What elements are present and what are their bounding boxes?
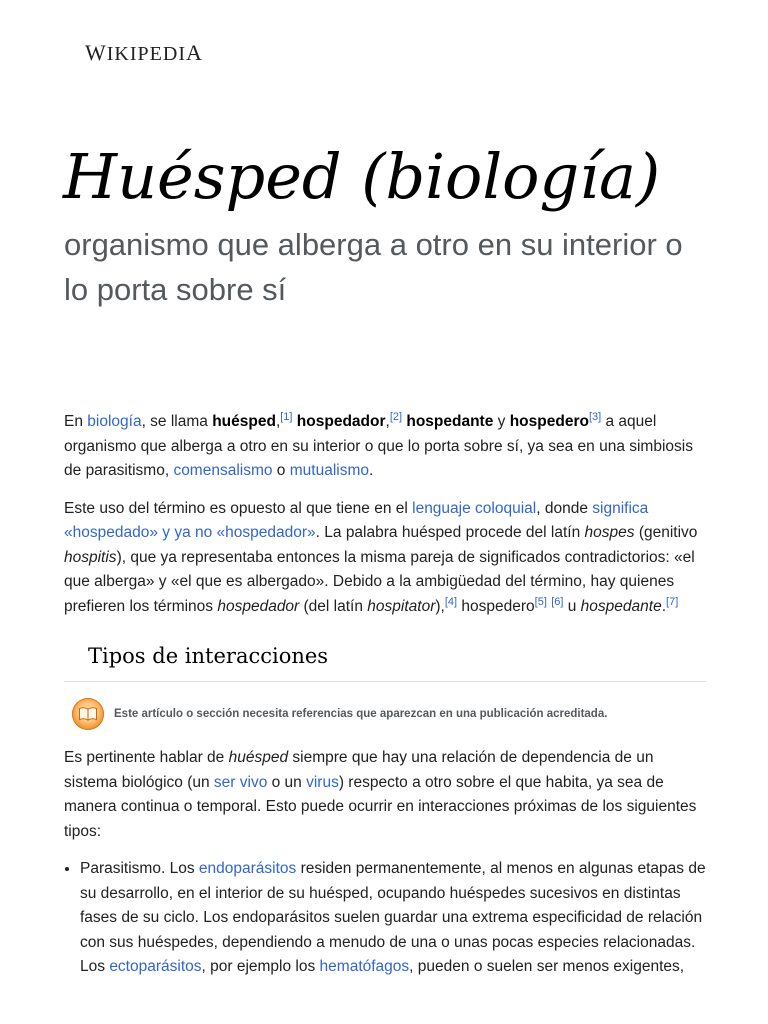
latin-hospitis: hospitis [64, 548, 117, 566]
section-heading-tipos[interactable]: Tipos de interacciones [64, 641, 706, 682]
text: . La palabra huésped procede del latín [315, 524, 585, 541]
text: o un [267, 773, 307, 791]
text: o [272, 462, 290, 479]
text: , [275, 413, 281, 430]
latin-hospitator: hospitator [367, 597, 436, 615]
text: a aquel organismo que alberga a otro en su interior o que lo porta sobre sí, ya sea en una simbiosis de [64, 413, 693, 479]
text: ), que ya representaba entonces la misma pareja de significados contradictorios: «el que alberga» y «el que es albergado». Debido a la ambigüedad del término, hay quienes prefieren los términos [64, 548, 695, 615]
term-hospedador-italic: hospedador [217, 597, 300, 615]
page-title: Huésped (biología) [63, 140, 661, 213]
text: (del latín [299, 597, 368, 615]
wikipedia-wordmark[interactable] [85, 40, 203, 66]
references-notice [64, 682, 706, 746]
article-body [64, 410, 706, 980]
text: , [164, 462, 174, 479]
text: Es pertinente hablar de [64, 749, 229, 766]
list-item [80, 857, 706, 980]
term-hospedador: hospedador [296, 413, 386, 430]
text: ), [435, 597, 445, 615]
paragraph-intro [64, 410, 706, 484]
text: u [567, 597, 581, 615]
interaction-types-list [64, 857, 706, 980]
ref-7[interactable]: [7] [666, 595, 679, 608]
text: . Los [160, 860, 199, 877]
wordmark-middle: IKIPEDI [106, 43, 186, 65]
text: hospedero [461, 597, 535, 615]
text: residen permanentemente, al menos en algunas etapas de su desarrollo, en el interior de su huésped, ocupando huéspedes sucesivos en distintas fases de su ciclo. Los endoparásitos suelen guardar una extrema especificidad de relación con sus huéspedes, dependiendo a menudo de una o unas pocas especies relacionadas. Los [80, 860, 706, 975]
text: , pueden o suelen ser menos exigentes, [409, 958, 685, 975]
text: En [64, 413, 88, 430]
text: , donde [536, 499, 593, 517]
link-ectoparasitos[interactable]: ectoparásitos [109, 958, 202, 975]
wordmark-a: A [185, 40, 203, 65]
notice-text: Este artículo o sección necesita referencias que aparezcan en una publicación acreditada. [114, 707, 608, 720]
link-endoparasitos[interactable]: endoparásitos [198, 860, 297, 877]
ref-1[interactable]: [1] [280, 411, 293, 423]
paragraph-etymology [64, 497, 706, 620]
link-mutualismo[interactable]: mutualismo [289, 462, 369, 479]
text: (genitivo [634, 524, 698, 541]
link-hematofagos[interactable]: hematófagos [319, 958, 410, 975]
link-ser-vivo[interactable]: ser vivo [213, 773, 268, 791]
link-lenguaje-coloquial[interactable]: lenguaje coloquial [412, 499, 537, 517]
text: , [385, 413, 390, 430]
text: , por ejemplo los [201, 958, 320, 975]
term-hospedante: hospedante [406, 413, 494, 430]
link-parasitismo-item[interactable]: Parasitismo [80, 860, 161, 877]
link-biologia[interactable]: biología [87, 413, 142, 430]
page-subtitle: organismo que alberga a otro en su interior o lo porta sobre sí [64, 227, 683, 307]
term-huesped-italic: huésped [228, 749, 289, 766]
paragraph-tipos [64, 746, 706, 844]
link-comensalismo[interactable]: comensalismo [173, 462, 273, 479]
text: . [368, 462, 374, 479]
text: Este uso del término es opuesto al que tiene en el [64, 499, 413, 517]
text: , se llama [141, 413, 213, 430]
ref-6[interactable]: [6] [551, 595, 564, 608]
latin-hospes: hospes [584, 524, 635, 541]
book-icon [72, 698, 104, 730]
text: y [493, 413, 510, 430]
link-significa[interactable]: significa «hospedado» y ya no «hospedador» [64, 499, 649, 541]
ref-2[interactable]: [2] [389, 411, 403, 423]
link-virus[interactable]: virus [306, 773, 339, 791]
term-huesped: huésped [212, 413, 276, 430]
text: siempre que hay una relación de dependencia de un sistema biológico (un [64, 749, 654, 791]
wordmark-w: W [85, 40, 107, 65]
ref-3[interactable]: [3] [588, 411, 602, 423]
text: . [661, 597, 667, 615]
link-parasitismo[interactable]: parasitismo [85, 462, 165, 479]
ref-5[interactable]: [5] [534, 595, 547, 608]
ref-4[interactable]: [4] [444, 595, 458, 608]
term-hospedero: hospedero [509, 413, 589, 430]
term-hospedante-italic: hospedante [580, 597, 662, 615]
text: ) respecto a otro sobre el que habita, ya sea de manera continua o temporal. Esto puede ocurrir en interacciones próximas de los siguientes tipos: [64, 773, 697, 840]
